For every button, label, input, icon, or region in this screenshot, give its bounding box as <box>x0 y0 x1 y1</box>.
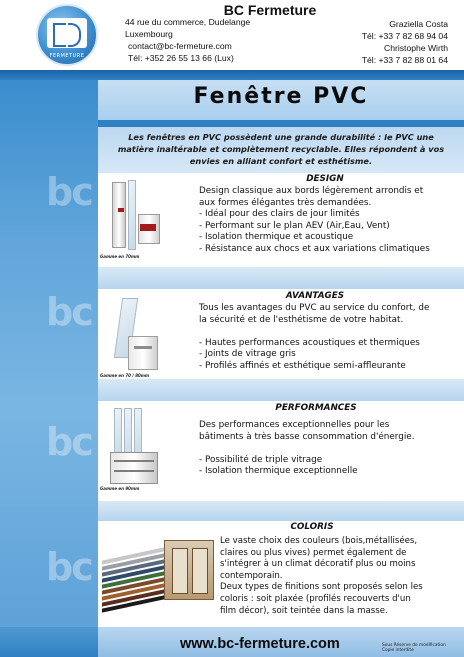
color-samples-image <box>100 534 216 618</box>
body-line: - Isolation thermique exceptionnelle <box>199 466 358 477</box>
intro-line: matière inaltérable et complètement recyclable. Elles répondent à vos <box>117 144 445 154</box>
window-profile-image-performances <box>104 406 164 488</box>
body-line: - Hautes performances acoustiques et thermiques <box>199 337 420 348</box>
body-line: claires ou plus vives) permet également de <box>220 547 407 558</box>
section-body-design <box>199 186 430 256</box>
image-caption: Gamme en 70 / 80mm <box>100 373 150 378</box>
website-link[interactable]: www.bc-fermeture.com <box>180 636 340 652</box>
footer-left-block <box>0 627 98 657</box>
company-phone: Tél: +352 26 55 13 66 (Lux) <box>128 53 234 63</box>
section-heading-avantages: AVANTAGES <box>285 291 345 301</box>
company-email: contact@bc-fermeture.com <box>128 41 232 51</box>
body-line: film décor), soit teintée dans la masse. <box>220 605 388 616</box>
body-line: coloris : soit plaxée (profilés recouverts d'un <box>220 593 411 604</box>
window-profile-image-design <box>104 178 164 256</box>
intro-line: envies en alliant confort et esthétisme. <box>189 156 373 166</box>
disclaimer-line: Copie interdite <box>382 648 414 653</box>
logo-bc-mark <box>47 18 87 48</box>
body-line: la sécurité et de l'esthétisme de votre habitat. <box>199 314 404 325</box>
disclaimer-line: Sous Réserve de modification <box>382 643 446 648</box>
body-line: Le vaste choix des couleurs (bois,métallisées, <box>220 536 418 546</box>
body-line: Tous les avantages du PVC au service du confort, de <box>199 303 430 313</box>
section-heading-performances: PERFORMANCES <box>275 403 357 413</box>
body-line: - Résistance aux chocs et aux variations climatiques <box>199 243 430 254</box>
body-line: - Profilés affinés et esthétique semi-affleurante <box>199 360 406 371</box>
contact1-name: Graziella Costa <box>389 19 448 29</box>
image-caption: Gamme en 90mm <box>100 486 140 491</box>
body-line: - Isolation thermique et acoustique <box>199 232 354 243</box>
section-divider <box>98 379 464 401</box>
header-stripe <box>0 70 464 80</box>
footer-disclaimer <box>382 643 462 653</box>
window-profile-image-avantages <box>104 296 164 376</box>
body-line: - Joints de vitrage gris <box>199 349 296 360</box>
address-country: Luxembourg <box>125 29 173 39</box>
company-logo <box>36 4 98 66</box>
body-line: Des performances exceptionnelles pour les <box>199 420 390 430</box>
company-address-block <box>125 16 295 64</box>
body-line: - Idéal pour des clairs de jour limités <box>199 209 360 220</box>
contact-people-block <box>318 18 448 66</box>
contact1-phone: Tél: +33 7 82 68 94 04 <box>361 31 448 41</box>
page-title: Fenêtre PVC <box>193 84 369 109</box>
section-body-coloris <box>220 536 423 617</box>
section-heading-design: DESIGN <box>306 174 344 184</box>
body-line: - Performant sur le plan AEV (Air,Eau, Vent) <box>199 220 390 231</box>
body-line: contemporain. <box>220 570 283 581</box>
section-divider <box>98 501 464 521</box>
section-divider <box>98 267 464 289</box>
section-heading-coloris: COLORIS <box>290 522 334 532</box>
body-line <box>199 443 415 455</box>
body-line: s'intégrer à un climat décoratif plus ou moins <box>220 559 416 570</box>
image-caption: Gamme en 70mm <box>100 254 140 259</box>
intro-paragraph <box>100 131 462 167</box>
title-stripe <box>98 120 464 127</box>
logo-caption: FERMETURE <box>49 53 85 59</box>
contact2-name: Christophe Wirth <box>384 43 448 53</box>
section-body-avantages <box>199 303 429 373</box>
intro-line: Les fenêtres en PVC possèdent une grande durabilité : le PVC une <box>128 132 434 142</box>
contact2-phone: Tél: +33 7 82 88 01 64 <box>361 55 448 65</box>
body-line: - Possibilité de triple vitrage <box>199 454 323 465</box>
body-line: bâtiments à très basse consommation d'énergie. <box>199 431 415 442</box>
body-line: Design classique aux bords légèrement arrondis et <box>199 186 424 196</box>
side-logo-mark: bc <box>46 420 92 464</box>
side-logo-mark: bc <box>46 170 92 214</box>
address-street: 44 rue du commerce, Dudelange <box>125 17 251 27</box>
body-line: Deux types de finitions sont proposés selon les <box>220 582 423 593</box>
section-body-performances <box>199 420 415 478</box>
body-line: aux formes élégantes très demandées. <box>199 197 372 208</box>
company-name: BC Fermeture <box>223 2 317 18</box>
side-logo-mark: bc <box>46 290 92 334</box>
body-line <box>199 326 429 338</box>
side-logo-mark: bc <box>46 545 92 589</box>
